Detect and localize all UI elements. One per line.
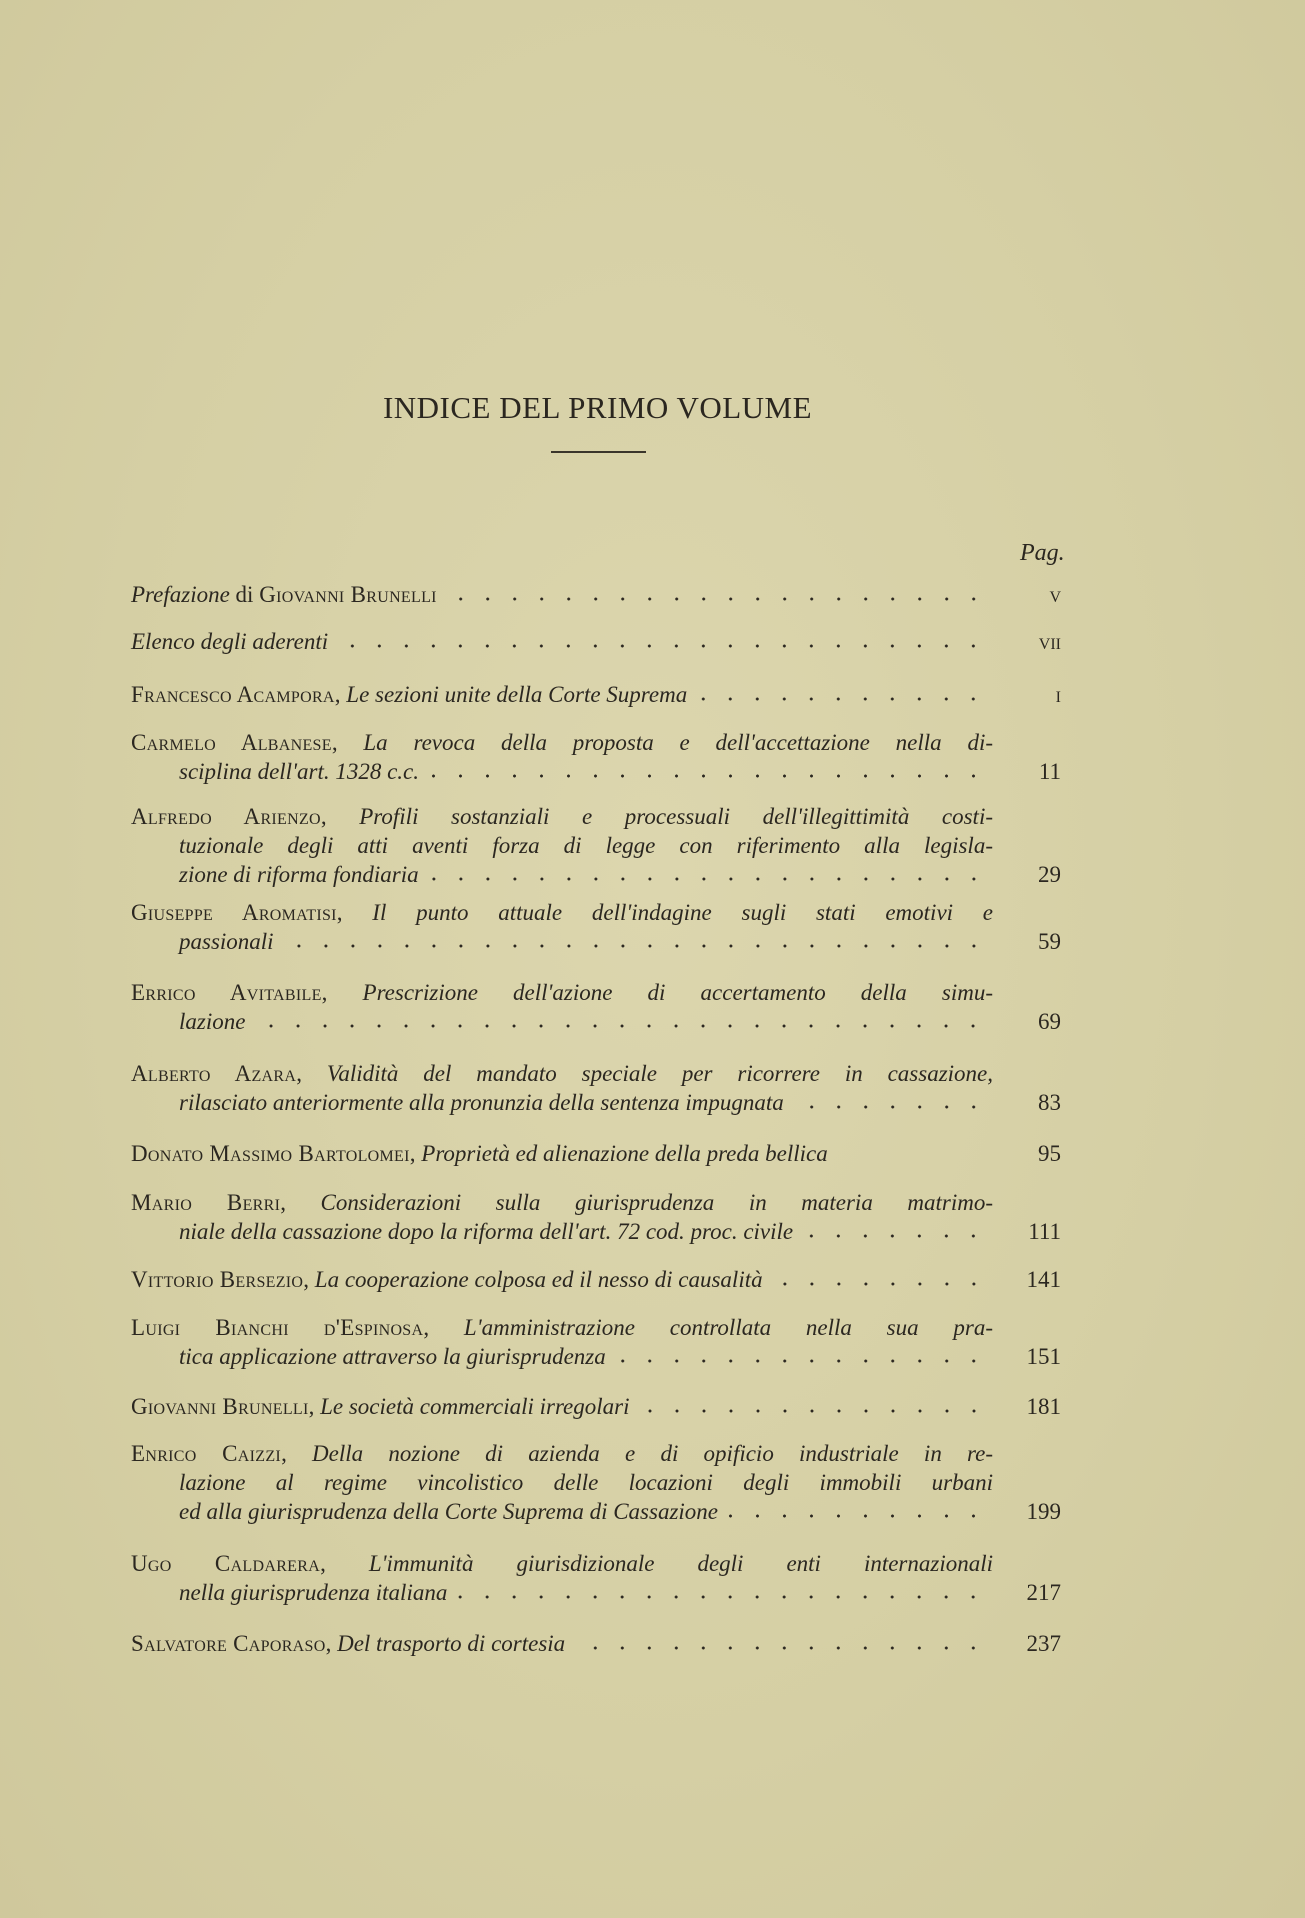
toc-entry[interactable]	[131, 728, 1061, 786]
entry-page-number: 95	[1038, 1141, 1061, 1166]
toc-entry[interactable]	[131, 978, 1061, 1036]
entry-page-number: 69	[1038, 1009, 1061, 1034]
entry-title: ed alla giurisprudenza della Corte Suprema di Cassazione	[179, 1499, 719, 1524]
entry-title: La revoca della proposta e dell'accettazione nella di-	[363, 730, 993, 755]
entry-title: tica applicazione attraverso la giurisprudenza	[179, 1344, 606, 1369]
entry-title: tuzionale degli atti aventi forza di legge con riferimento alla legisla-	[179, 833, 993, 858]
entry-title: L'amministrazione controllata nella sua pra-	[463, 1315, 994, 1340]
page-column-label: Pag.	[1020, 540, 1065, 566]
entry-author: Enrico Caizzi	[131, 1441, 282, 1466]
entry-title: lazione al regime vincolistico delle locazioni degli immobili urbani	[179, 1470, 993, 1495]
page-title: INDICE DEL PRIMO VOLUME	[382, 390, 813, 425]
entry-author: Giuseppe Aromatisi	[131, 900, 337, 925]
entry-page-number: 141	[1026, 1267, 1061, 1292]
entry-page-number: 29	[1038, 862, 1061, 887]
dot-leader	[769, 1281, 987, 1287]
separator: ,	[334, 682, 347, 707]
dot-leader	[693, 696, 987, 702]
toc-entry[interactable]	[131, 1629, 1061, 1658]
entry-title: Proprietà ed alienazione della preda bellica	[421, 1141, 828, 1166]
separator: ,	[331, 730, 364, 755]
toc-entry[interactable]	[131, 680, 1061, 709]
entry-title: Del trasporto di cortesia	[337, 1631, 566, 1656]
entry-author: Alberto Azara	[131, 1061, 297, 1086]
entry-author: Donato Massimo Bartolomei	[131, 1141, 410, 1166]
separator: ,	[303, 1267, 315, 1292]
separator: ,	[321, 980, 363, 1005]
separator: ,	[336, 900, 373, 925]
dot-leader	[443, 596, 987, 602]
toc-entry[interactable]	[131, 1439, 1061, 1526]
dot-leader	[280, 943, 987, 949]
toc-entry[interactable]	[131, 1059, 1061, 1117]
entry-connector: di	[229, 582, 260, 607]
entry-page-number: 199	[1026, 1499, 1061, 1524]
entry-title: sciplina dell'art. 1328 c.c.	[179, 759, 419, 784]
dot-leader	[724, 1513, 987, 1519]
entry-author: Luigi Bianchi d'Espinosa	[131, 1315, 424, 1340]
toc-entry[interactable]	[131, 1139, 1061, 1168]
entry-author: Francesco Acampora	[131, 682, 335, 707]
toc-entry[interactable]	[131, 1549, 1061, 1607]
toc-entry[interactable]	[131, 802, 1061, 889]
entry-page-number: 237	[1026, 1631, 1061, 1656]
entry-title: niale della cassazione dopo la riforma dell'art. 72 cod. proc. civile	[179, 1219, 794, 1244]
entry-author: Carmelo Albanese	[131, 730, 332, 755]
separator: ,	[280, 1190, 321, 1215]
entry-page-number: v	[1049, 582, 1061, 607]
toc-entry[interactable]	[131, 580, 1061, 609]
separator: ,	[320, 1551, 369, 1576]
entry-title: zione di riforma fondiaria	[179, 862, 419, 887]
dot-leader	[636, 1408, 988, 1414]
separator: ,	[320, 804, 360, 829]
entry-title: passionali	[179, 929, 274, 954]
entry-page-number: vii	[1038, 629, 1061, 654]
entry-author: Giovanni Brunelli	[131, 1394, 309, 1419]
toc-entry[interactable]	[131, 627, 1061, 656]
toc-entry[interactable]	[131, 898, 1061, 956]
entry-lead: Prefazione	[131, 582, 230, 607]
entry-author: Ugo Caldarera	[131, 1551, 321, 1576]
separator: ,	[308, 1394, 321, 1419]
entry-author: Errico Avitabile	[131, 980, 322, 1005]
entry-title: nella giurisprudenza italiana	[179, 1580, 448, 1605]
entry-title: Validità del mandato speciale per ricorrere in cassazione,	[326, 1061, 994, 1086]
entry-title: rilasciato anteriormente alla pronunzia della sentenza impugnata	[179, 1090, 784, 1115]
entry-title: La cooperazione colposa ed il nesso di causalità	[314, 1267, 763, 1292]
entry-author: Giovanni Brunelli	[259, 582, 437, 607]
separator: ,	[423, 1315, 464, 1340]
entry-title: Della nozione di azienda e di opificio industriale in re-	[312, 1441, 994, 1466]
dot-leader	[425, 876, 987, 882]
dot-leader	[453, 1594, 987, 1600]
entry-page-number: 181	[1026, 1394, 1061, 1419]
entry-author: Salvatore Caporaso	[131, 1631, 326, 1656]
title-rule-divider	[551, 451, 646, 453]
separator: ,	[409, 1141, 422, 1166]
entry-page-number: 151	[1026, 1344, 1061, 1369]
entry-title: lazione	[179, 1009, 246, 1034]
entry-page-number: 217	[1026, 1580, 1061, 1605]
toc-entry[interactable]	[131, 1392, 1061, 1421]
entry-page-number: 83	[1038, 1090, 1061, 1115]
dot-leader	[425, 773, 987, 779]
dot-leader	[334, 643, 987, 649]
dot-leader	[612, 1358, 987, 1364]
dot-leader	[799, 1233, 987, 1239]
separator: ,	[281, 1441, 313, 1466]
toc-entry[interactable]	[131, 1313, 1061, 1371]
toc-entry[interactable]	[131, 1265, 1061, 1294]
entry-page-number: 11	[1038, 759, 1061, 784]
entry-title: Il punto attuale dell'indagine sugli stati emotivi e	[372, 900, 993, 925]
entry-page-number: 111	[1028, 1219, 1061, 1244]
entry-author: Vittorio Bersezio	[131, 1267, 304, 1292]
entry-title: Prescrizione dell'azione di accertamento della simu-	[362, 980, 993, 1005]
dot-leader	[251, 1023, 987, 1029]
separator: ,	[296, 1061, 327, 1086]
entry-title: Considerazioni sulla giurisprudenza in materia matrimo-	[320, 1190, 993, 1215]
entry-author: Alfredo Arienzo	[131, 804, 321, 829]
entry-title: L'immunità giurisdizionale degli enti internazionali	[368, 1551, 994, 1576]
dot-leader	[790, 1104, 987, 1110]
entry-author: Mario Berri	[131, 1190, 281, 1215]
entry-page-number: 59	[1038, 929, 1061, 954]
entry-title: Le sezioni unite della Corte Suprema	[346, 682, 688, 707]
separator: ,	[325, 1631, 338, 1656]
entry-page-number: i	[1055, 682, 1061, 707]
dot-leader	[571, 1645, 987, 1651]
entry-lead: Elenco degli aderenti	[131, 629, 329, 654]
entry-title: Le società commerciali irregolari	[320, 1394, 630, 1419]
toc-entry[interactable]	[131, 1188, 1061, 1246]
entry-title: Profili sostanziali e processuali dell'illegittimità costi-	[359, 804, 993, 829]
